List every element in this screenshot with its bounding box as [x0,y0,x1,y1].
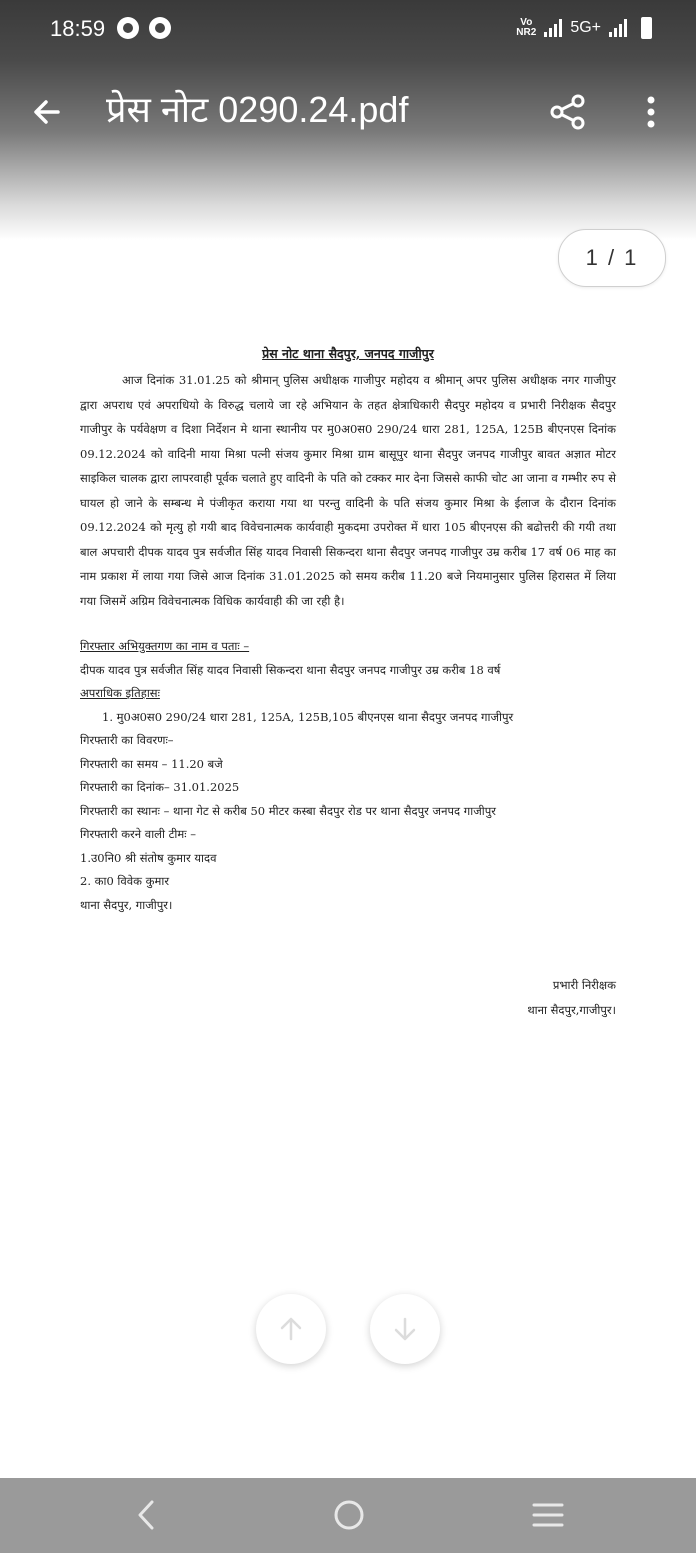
share-icon[interactable] [548,92,588,132]
document-title: प्रेस नोट 0290.24.pdf [106,89,409,130]
scroll-up-button[interactable] [256,1294,326,1364]
system-back-icon[interactable] [130,1496,164,1534]
arrest-place: गिरफ्तारी का स्थानः – थाना गेट से करीब 50 मीटर कस्बा सैदपुर रोड पर थाना सैदपुर जनपद गाजीपुर [80,803,496,818]
system-nav-bar [0,1478,696,1553]
history-item: 1. मु0अ0स0 290/24 धारा 281, 125A, 125B,105 बीएनएस थाना सैदपुर जनपद गाजीपुर [102,709,514,724]
accused-section [80,635,616,917]
team-member-1: 1.उ0नि0 श्री संतोष कुमार यादव [80,850,217,865]
page-indicator: 1 / 1 [558,229,666,287]
arrow-down-icon [390,1314,420,1344]
arrest-time: गिरफ्तारी का समय – 11.20 बजे [80,756,223,771]
signal-icon-2 [609,19,627,37]
accused-heading: गिरफ्तार अभियुक्तगण का नाम व पताः – [80,639,250,653]
notification-icon-a [117,17,139,39]
system-recents-icon[interactable] [530,1498,566,1532]
status-time: 18:59 [50,16,106,41]
arrest-details-heading: गिरफ्तारी का विवरणः– [80,733,174,747]
team-station: थाना सैदपुर, गाजीपुर। [80,897,173,912]
document-paragraph: आज दिनांक 31.01.25 को श्रीमान् पुलिस अधीक्षक गाजीपुर महोदय व श्रीमान् अपर पुलिस अधीक्षक नगर गाजीपुर द्वारा अपराध एवं अपराधियो के विरुद्ध चलाये जा रहे अभियान के तहत क्षेत्राधिकारी सैदपुर महोदय व प्रभारी निरीक्षक सैदपुर गाजीपुर के पर्यवेक्षण व दिशा निर्देशन मे थाना स्थानीय पर मु0अ0स0 290/24 धारा 281, 125A, 125B बीएनएस दिनांक 09.12.2024 को वादिनी माया मिश्रा पत्नी संजय कुमार मिश्रा ग्राम बासूपुर थाना सैदपुर जनपद गाजीपुर बावत अज्ञात मोटर साइकिल चालक द्वारा लापरवाही पूर्वक चलाते हुए वादिनी के पति को टक्कर मार देना जिससे काफी चोट आ जाना व गम्भीर रुप से घायल हो जाने के सम्बन्ध मे पंजीकृत कराया गया था परन्तु वादिनी के पति संजय कुमार मिश्रा के ईलाज के दौरान दिनांक 09.12.2024 को मृत्यु हो गयी बाद विवेचनात्मक कार्यवाही मुकदमा उपरोक्त में धारा 105 बीएनएस की बढोत्तरी की गयी तथा बाल अपचारी दीपक यादव पुत्र सर्वजीत सिंह यादव निवासी सिकन्दरा थाना सैदपुर जनपद गाजीपुर उम्र करीब 17 वर्ष 06 माह का नाम प्रकाश में लाया गया जिसे आज दिनांक 31.01.2025 को समय करीब 11.20 बजे नियमानुसार पुलिस हिरासत में लिया गया जिसमें अग्रिम विवेचनात्मक विधिक कार्यवाही की जा रही है। [80,373,616,608]
arrest-date: गिरफ्तारी का दिनांक– 31.01.2025 [80,780,240,794]
history-heading: अपराधिक इतिहासः [80,686,160,700]
app-bar [0,70,696,150]
team-member-2: 2. का0 विवेक कुमार [80,874,170,888]
accused-detail: दीपक यादव पुत्र सर्वजीत सिंह यादव निवासी सिकन्दरा थाना सैदपुर जनपद गाजीपुर उम्र करीब 18 वर्ष [80,662,501,677]
signature-block [527,973,616,1023]
network-type: 5G+ [570,19,601,36]
scroll-down-button[interactable] [370,1294,440,1364]
status-right [516,17,652,39]
signal-icon [544,19,562,37]
status-bar [0,0,696,58]
volte-indicator: Vo NR2 [516,17,537,38]
signature-station: थाना सैदपुर,गाजीपुर। [527,1003,616,1017]
battery-icon [641,17,652,39]
back-arrow-icon[interactable] [28,92,68,132]
team-heading: गिरफ्तारी करने वाली टीमः – [80,827,196,841]
document-heading: प्रेस नोट थाना सैदपुर, जनपद गाजीपुर [262,346,434,361]
signature-title: प्रभारी निरीक्षक [552,978,616,992]
notification-icon-b [149,17,171,39]
pdf-document [80,345,616,1017]
arrow-up-icon [276,1314,306,1344]
system-home-icon[interactable] [330,1496,368,1534]
more-vert-icon[interactable] [636,92,666,132]
